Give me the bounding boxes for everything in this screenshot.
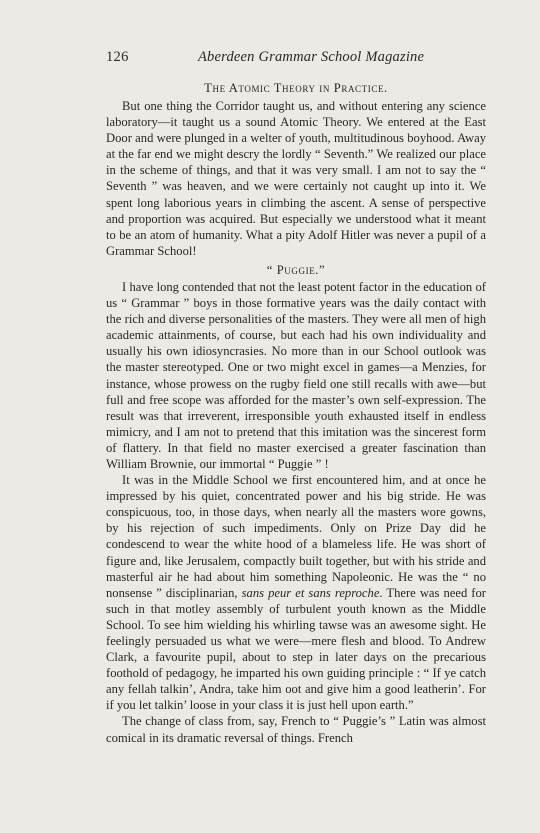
paragraph-puggie-2 — [106, 472, 486, 713]
article-body — [106, 80, 486, 746]
section-heading-atomic-theory: The Atomic Theory in Practice. — [204, 81, 388, 95]
italic-phrase: sans peur et sans reproche — [241, 585, 380, 600]
section-heading-puggie: “ Puggie.” — [266, 262, 326, 277]
page-header — [106, 49, 486, 69]
paragraph-text: . There was need for such in that motley assembly of turbulent youth known as the Middle School. To see him wielding his whirling tawse was an awesome sight. He feelingly persuaded us what we were—mere flesh and blood. To Andrew Clark, a favourite pupil, about to step in later days on the precarious foothold of pedagogy, he imparted his own guiding principle : “ If ye catch any fellah talkin’, Andra, take him oot and give him a good leatherin’. For if you let talkin’ loose in your class it is just hell upon earth.” — [106, 585, 486, 713]
paragraph-text: It was in the Middle School we first encountered him, and at once he impressed by his quiet, concentrated power and his big stride. He was conspicuous, too, in those days, when nearly all the masters wore gowns, by his rejection of such impediments. Only on Prize Day did he condescend to wear the white hood of a blameless life. He was short of figure and, like Jerusalem, compactly built together, but with his stride and masterful air he had about him something Napoleonic. He was the “ no nonsense ” disciplinarian, — [106, 473, 486, 600]
paragraph-atomic-theory: But one thing the Corridor taught us, and without entering any science laboratory—it taught us a sound Atomic Theory. We entered at the East Door and were plunged in a welter of youth, multitudinous boyhood. Away at the far end we might descry the lordly “ Seventh.” We realized our place in the scheme of things, and that it was very small. I am not to say the “ Seventh ” was heaven, and we were certainly not caught up into it. We spent long laborious years in climbing the ascent. A sense of perspective and proportion was acquired. But especially we understood what it meant to be an atom of humanity. What a pity Adolf Hitler was never a pupil of a Grammar School! — [106, 99, 486, 258]
paragraph-puggie-3: The change of class from, say, French to “ Puggie’s ” Latin was almost comical in its dramatic reversal of things. French — [106, 714, 486, 745]
paragraph-puggie-1: I have long contended that not the least potent factor in the education of us “ Grammar ” boys in those formative years was the daily contact with the rich and diverse personalities of the masters. They were all men of high academic attainments, of course, but each had his own individuality and usually his own idiosyncrasies. No more than in our School outlook was the master stereotyped. One or two might excel in games—a Menzies, for instance, whose prowess on the rugby field one still recalls with awe—but full and free scope was afforded for the master’s own self-expression. The result was that irreverent, irresponsible youth exhausted itself in endless mimicry, and I am not to pretend that this imitation was the sincerest form of flattery. In that field no master exercised a greater fascination than William Brownie, our immortal “ Puggie ” ! — [106, 279, 486, 471]
page-number: 126 — [106, 49, 129, 65]
running-title: Aberdeen Grammar School Magazine — [198, 49, 425, 65]
